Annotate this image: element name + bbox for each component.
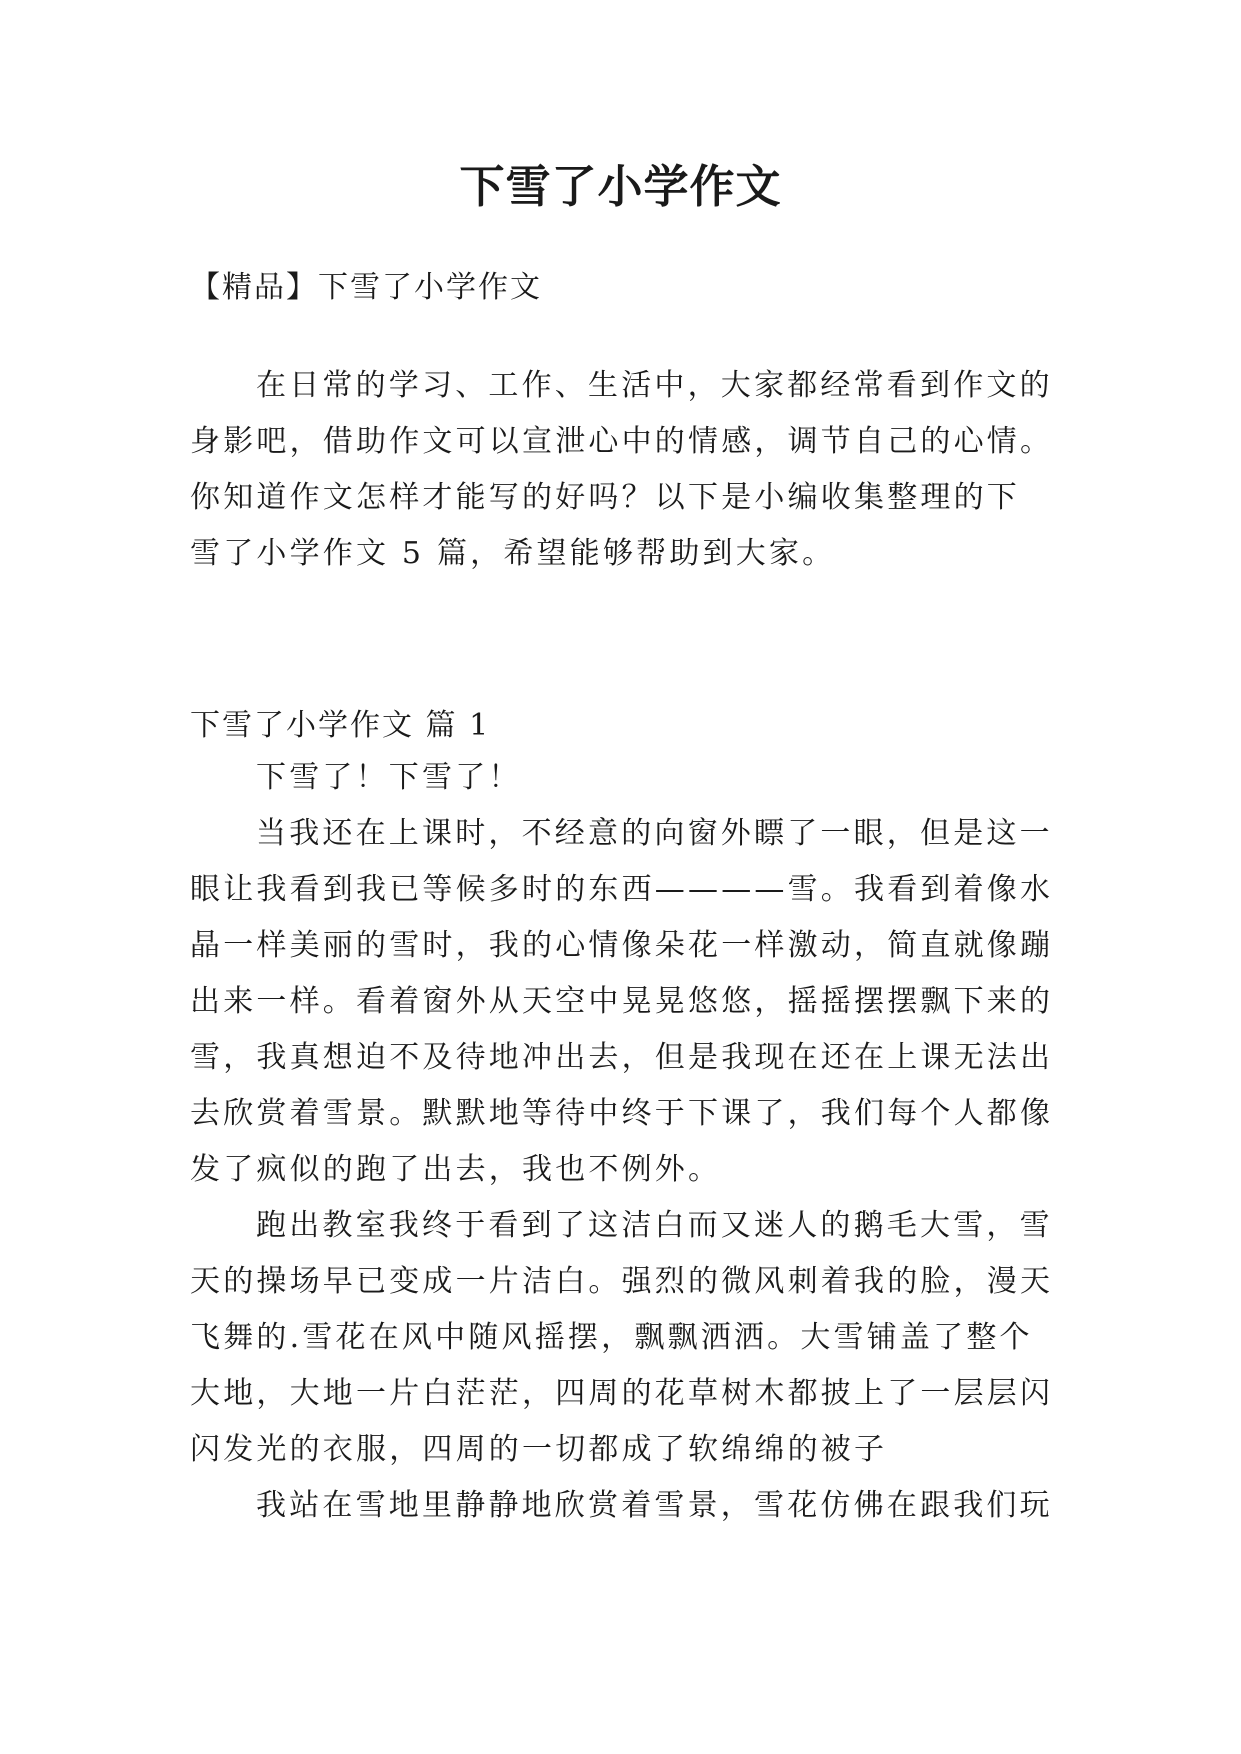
paragraph-line: 在日常的学习、工作、生活中，大家都经常看到作文的 [256, 368, 1053, 403]
paragraph-line: 当我还在上课时，不经意的向窗外瞟了一眼，但是这一 [256, 816, 1053, 851]
section-heading: 下雪了小学作文 篇 1 [190, 708, 491, 743]
paragraph-line: 眼让我看到我已等候多时的东西————雪。我看到着像水 [190, 872, 1054, 907]
paragraph-line: 你知道作文怎样才能写的好吗？以下是小编收集整理的下 [190, 480, 1020, 515]
paragraph-line: 发了疯似的跑了出去，我也不例外。 [190, 1152, 722, 1187]
paragraph-line: 去欣赏着雪景。默默地等待中终于下课了，我们每个人都像 [190, 1096, 1054, 1131]
paragraph-line: 我站在雪地里静静地欣赏着雪景，雪花仿佛在跟我们玩 [256, 1488, 1053, 1523]
paragraph-line: 下雪了！下雪了！ [256, 760, 522, 795]
paragraph-line: 天的操场早已变成一片洁白。强烈的微风刺着我的脸，漫天 [190, 1264, 1054, 1299]
paragraph-line: 跑出教室我终于看到了这洁白而又迷人的鹅毛大雪，雪 [256, 1208, 1053, 1243]
paragraph-line: 出来一样。看着窗外从天空中晃晃悠悠，摇摇摆摆飘下来的 [190, 984, 1054, 1019]
paragraph-line: 闪发光的衣服，四周的一切都成了软绵绵的被子 [190, 1432, 888, 1467]
paragraph-line: 飞舞的.雪花在风中随风摇摆，飘飘洒洒。大雪铺盖了整个 [190, 1320, 1033, 1355]
paragraph-line: 晶一样美丽的雪时，我的心情像朵花一样激动，简直就像蹦 [190, 928, 1054, 963]
paragraph-line: 身影吧，借助作文可以宣泄心中的情感，调节自己的心情。 [190, 424, 1054, 459]
document-title: 下雪了小学作文 [459, 160, 782, 213]
paragraph-line: 雪，我真想迫不及待地冲出去，但是我现在还在上课无法出 [190, 1040, 1054, 1075]
paragraph-line: 雪了小学作文 5 篇，希望能够帮助到大家。 [190, 536, 836, 571]
intro-paragraph [190, 358, 1070, 582]
document-subtitle: 【精品】下雪了小学作文 [190, 270, 542, 305]
paragraph-line: 大地，大地一片白茫茫，四周的花草树木都披上了一层层闪 [190, 1376, 1054, 1411]
section-body [190, 750, 1070, 1534]
